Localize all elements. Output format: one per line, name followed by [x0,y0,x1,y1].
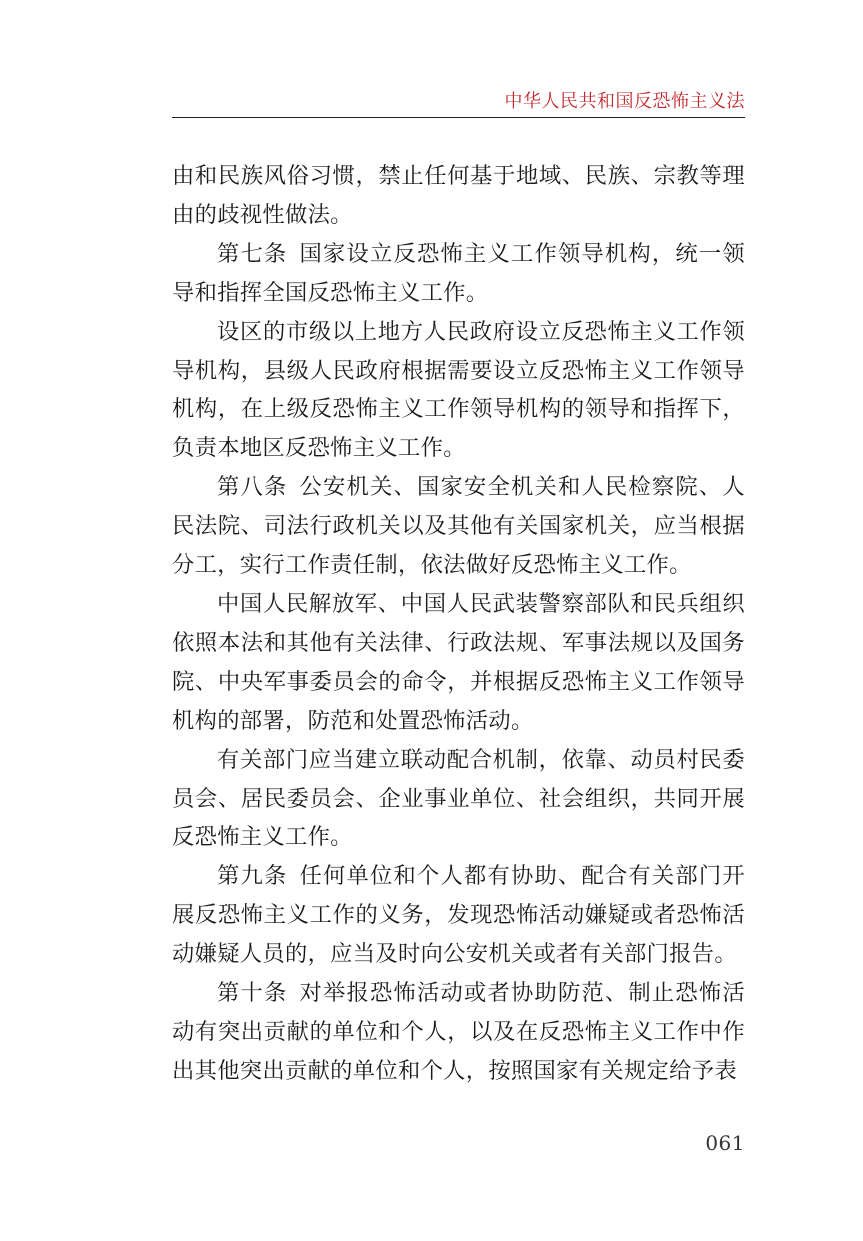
paragraph-8 [172,974,745,1091]
body-text [172,157,745,1091]
header-rule [172,117,745,118]
paragraph-3 [172,313,745,469]
article-number: 第九条 [217,863,288,890]
paragraph-text: 对举报恐怖活动或者协助防范、制止恐怖活动有突出贡献的单位和个人，以及在反恐怖主义工作中作出其他突出贡献的单位和个人，按照国家有关规定给予表 [172,980,746,1084]
paragraph-1 [172,157,745,235]
running-header: 中华人民共和国反恐怖主义法 [504,91,745,112]
paragraph-6 [172,741,745,858]
paragraph-text: 任何单位和个人都有协助、配合有关部门开展反恐怖主义工作的义务，发现恐怖活动嫌疑或者恐怖活动嫌疑人员的，应当及时向公安机关或者有关部门报告。 [172,863,746,968]
paragraph-text: 中国人民解放军、中国人民武装警察部队和民兵组织依照本法和其他有关法律、行政法规、军事法规以及国务院、中央军事委员会的命令，并根据反恐怖主义工作领导机构的部署，防范和处置恐怖活动。 [172,590,745,734]
paragraph-text: 有关部门应当建立联动配合机制，依靠、动员村民委员会、居民委员会、企业事业单位、社会组织，共同开展反恐怖主义工作。 [172,746,745,851]
page-number: 061 [705,1131,745,1155]
article-number: 第七条 [217,240,288,267]
paragraph-2 [172,235,745,313]
article-number: 第十条 [217,980,288,1007]
article-number: 第八条 [217,474,288,501]
paragraph-text: 由和民族风俗习惯，禁止任何基于地域、民族、宗教等理由的歧视性做法。 [172,163,745,228]
paragraph-text: 公安机关、国家安全机关和人民检察院、人民法院、司法行政机关以及其他有关国家机关，应当根据分工，实行工作责任制，依法做好反恐怖主义工作。 [172,474,746,579]
paragraph-text: 国家设立反恐怖主义工作领导机构，统一领导和指挥全国反恐怖主义工作。 [172,240,746,306]
paragraph-7 [172,857,745,974]
paragraph-4 [172,468,745,585]
paragraph-5 [172,585,745,741]
paragraph-text: 设区的市级以上地方人民政府设立反恐怖主义工作领导机构，县级人民政府根据需要设立反恐怖主义工作领导机构，在上级反恐怖主义工作领导机构的领导和指挥下，负责本地区反恐怖主义工作。 [172,318,745,462]
